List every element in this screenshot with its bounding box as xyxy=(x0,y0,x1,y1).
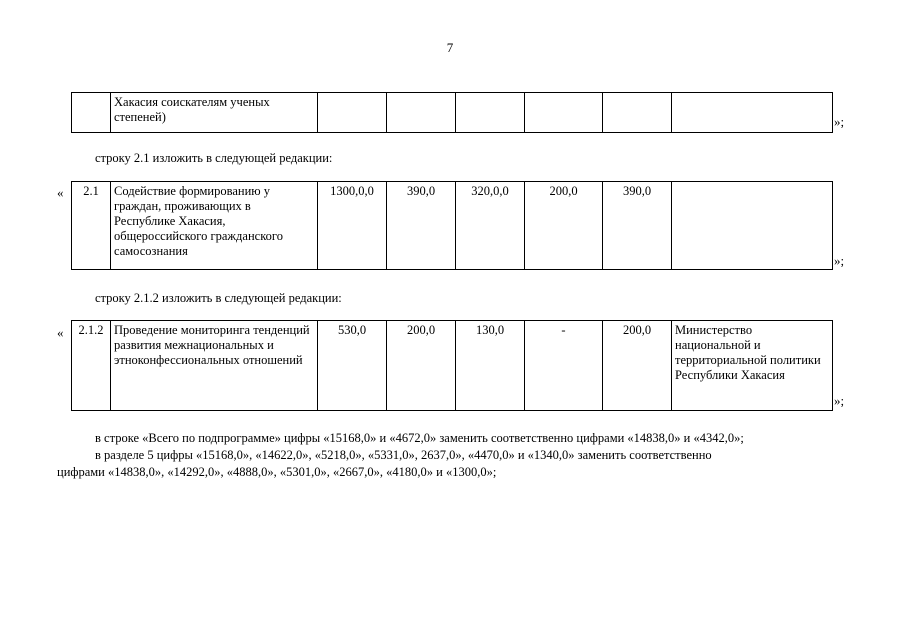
instruction-line: строку 2.1.2 изложить в следующей редакции: xyxy=(95,291,342,305)
table-top-fragment xyxy=(71,92,833,133)
instruction-line: строку 2.1 изложить в следующей редакции: xyxy=(95,151,333,165)
table-cell: Хакасия соискателям ученых степеней) xyxy=(111,93,318,133)
table-row xyxy=(72,93,833,133)
table-cell: Проведение мониторинга тенденций развития межнациональных и этноконфессиональных отношений xyxy=(111,321,318,411)
table-cell xyxy=(72,93,111,133)
opening-quote: « xyxy=(57,185,64,200)
amendment-paragraph-continuation: цифрами «14838,0», «14292,0», «4888,0», «5301,0», «2667,0», «4180,0» и «1300,0»; xyxy=(57,465,497,479)
table-cell xyxy=(603,93,672,133)
table-cell: 390,0 xyxy=(603,182,672,270)
amendment-paragraph: в строке «Всего по подпрограмме» цифры «15168,0» и «4672,0» заменить соответственно цифрами «14838,0» и «4342,0»; xyxy=(95,431,744,445)
table-row-2-1-2 xyxy=(71,320,833,411)
table-cell: 1300,0,0 xyxy=(318,182,387,270)
amendment-paragraph: в разделе 5 цифры «15168,0», «14622,0», «5218,0», «5331,0», 2637,0», «4470,0» и «1340,0» заменить соответственно xyxy=(95,448,712,462)
table-cell xyxy=(456,93,525,133)
closing-quote: »; xyxy=(834,253,845,268)
table-row-2-1 xyxy=(71,181,833,270)
table-row xyxy=(72,321,833,411)
table-cell xyxy=(672,182,833,270)
closing-quote: »; xyxy=(834,114,845,129)
table-cell: 200,0 xyxy=(387,321,456,411)
table-cell: 200,0 xyxy=(603,321,672,411)
table-cell: 2.1 xyxy=(72,182,111,270)
table-cell xyxy=(318,93,387,133)
table-cell: 390,0 xyxy=(387,182,456,270)
table-cell xyxy=(525,93,603,133)
table-cell xyxy=(387,93,456,133)
table-cell xyxy=(672,93,833,133)
table-cell: 530,0 xyxy=(318,321,387,411)
opening-quote: « xyxy=(57,325,64,340)
table-cell: Министерство национальной и территориальной политики Республики Хакасия xyxy=(672,321,833,411)
table-cell: 320,0,0 xyxy=(456,182,525,270)
page-number: 7 xyxy=(446,40,454,55)
table-cell: - xyxy=(525,321,603,411)
table-cell: 200,0 xyxy=(525,182,603,270)
closing-quote: »; xyxy=(834,393,845,408)
table-cell: 2.1.2 xyxy=(72,321,111,411)
table-cell: Содействие формированию у граждан, проживающих в Республике Хакасия, общероссийского гражданского самосознания xyxy=(111,182,318,270)
table-row xyxy=(72,182,833,270)
table-cell: 130,0 xyxy=(456,321,525,411)
